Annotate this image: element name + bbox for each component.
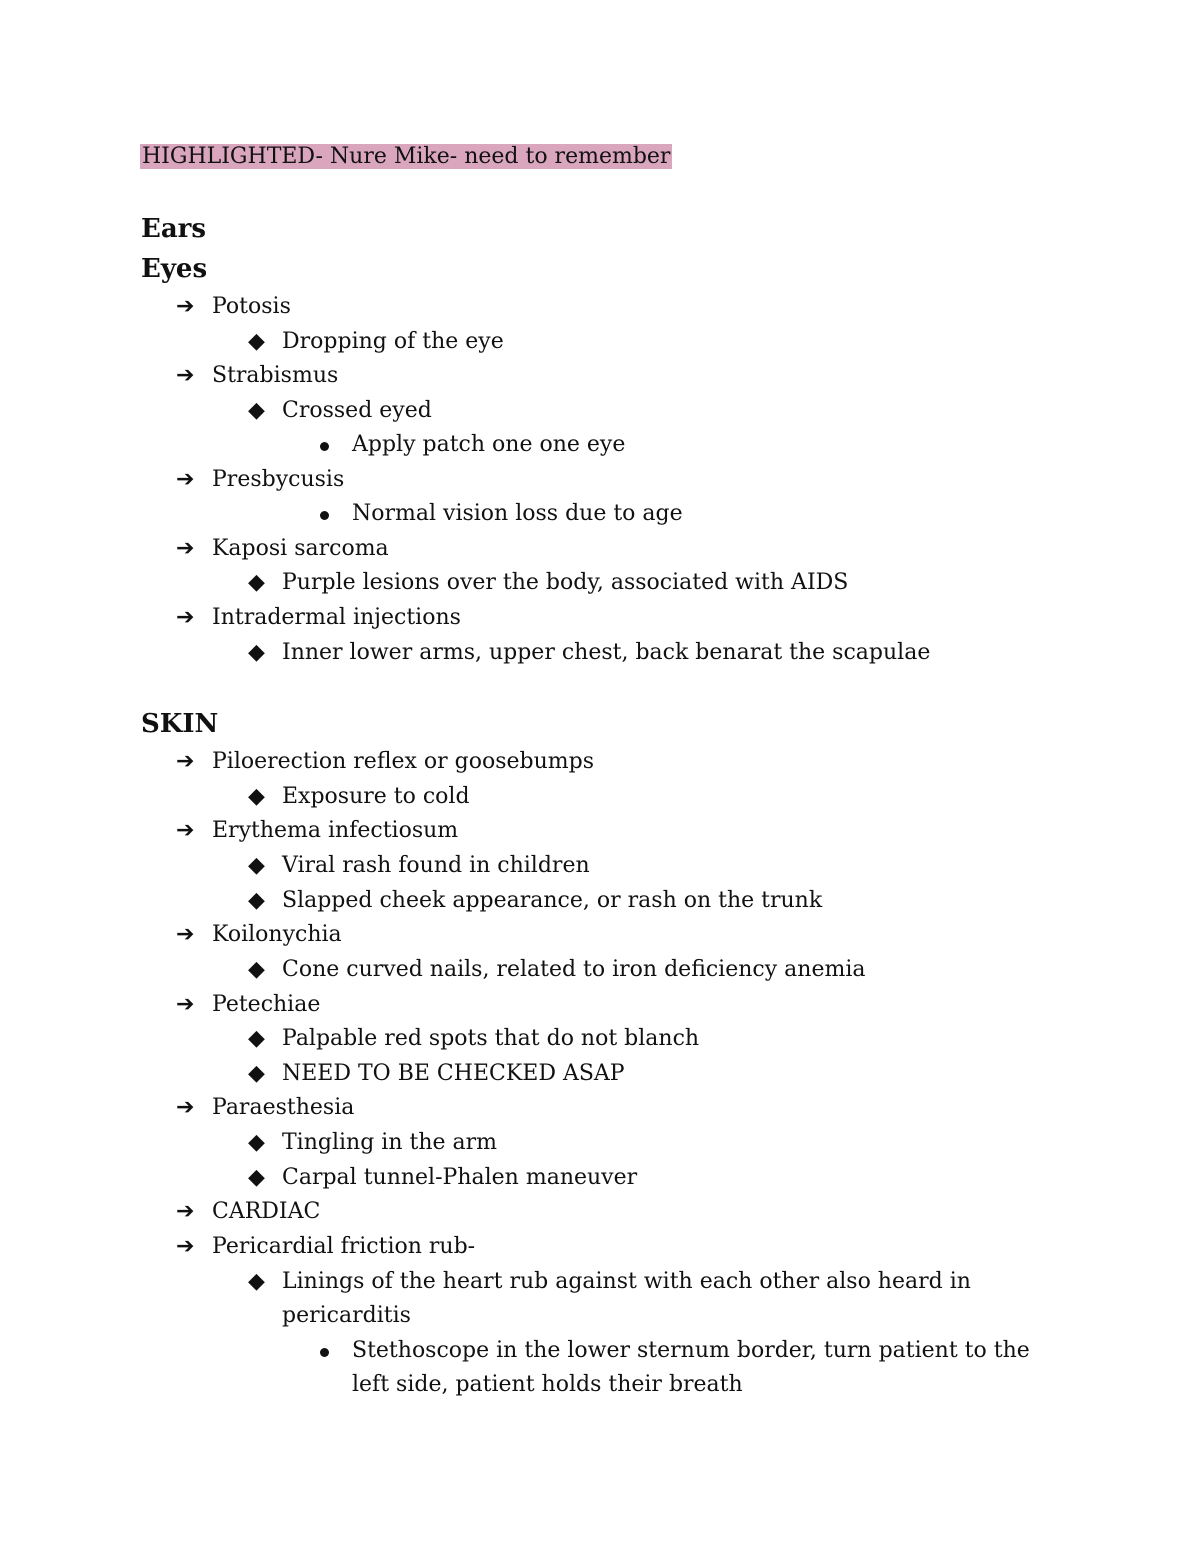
list-item-intradermal-desc: Inner lower arms, upper chest, back benarat the scapulae <box>282 640 931 665</box>
list-item-petechiae: Petechiae <box>212 992 321 1017</box>
list-item-piloerection: Piloerection reflex or goosebumps <box>212 749 595 774</box>
round-bullet-icon <box>320 511 329 520</box>
arrow-bullet-icon: ➔ <box>176 749 195 774</box>
list-item-koilonychia-desc: Cone curved nails, related to iron deficiency anemia <box>282 957 866 982</box>
diamond-bullet-icon: ◆ <box>248 957 265 982</box>
list-item-kaposi-desc: Purple lesions over the body, associated with AIDS <box>282 570 849 595</box>
list-item-intradermal: Intradermal injections <box>212 605 461 630</box>
diamond-bullet-icon: ◆ <box>248 570 265 595</box>
round-bullet-icon <box>320 1348 329 1357</box>
list-item-erythema-desc-2: Slapped cheek appearance, or rash on the trunk <box>282 888 823 913</box>
list-item-paraesthesia-desc-1: Tingling in the arm <box>282 1130 497 1155</box>
diamond-bullet-icon: ◆ <box>248 888 265 913</box>
round-bullet-icon <box>320 442 329 451</box>
arrow-bullet-icon: ➔ <box>176 922 195 947</box>
diamond-bullet-icon: ◆ <box>248 640 265 665</box>
list-item-pericardial-tip-line2: left side, patient holds their breath <box>352 1372 743 1397</box>
list-item-petechiae-desc-2: NEED TO BE CHECKED ASAP <box>282 1061 625 1086</box>
diamond-bullet-icon: ◆ <box>248 1026 265 1051</box>
heading-eyes: Eyes <box>141 254 208 284</box>
diamond-bullet-icon: ◆ <box>248 329 265 354</box>
list-item-pericardial-tip-line1: Stethoscope in the lower sternum border, turn patient to the <box>352 1338 1030 1363</box>
list-item-piloerection-desc: Exposure to cold <box>282 784 470 809</box>
diamond-bullet-icon: ◆ <box>248 1269 265 1294</box>
list-item-presbycusis-desc: Normal vision loss due to age <box>352 501 683 526</box>
list-item-koilonychia: Koilonychia <box>212 922 342 947</box>
highlighted-note-text: HIGHLIGHTED- Nure Mike- need to remember <box>142 144 671 169</box>
diamond-bullet-icon: ◆ <box>248 1061 265 1086</box>
list-item-erythema: Erythema infectiosum <box>212 818 459 843</box>
diamond-bullet-icon: ◆ <box>248 1165 265 1190</box>
heading-ears: Ears <box>141 214 206 244</box>
list-item-cardiac: CARDIAC <box>212 1199 321 1224</box>
arrow-bullet-icon: ➔ <box>176 992 195 1017</box>
arrow-bullet-icon: ➔ <box>176 1234 195 1259</box>
arrow-bullet-icon: ➔ <box>176 294 195 319</box>
list-item-kaposi: Kaposi sarcoma <box>212 536 389 561</box>
arrow-bullet-icon: ➔ <box>176 1095 195 1120</box>
diamond-bullet-icon: ◆ <box>248 1130 265 1155</box>
list-item-paraesthesia: Paraesthesia <box>212 1095 355 1120</box>
arrow-bullet-icon: ➔ <box>176 363 195 388</box>
arrow-bullet-icon: ➔ <box>176 818 195 843</box>
list-item-strabismus: Strabismus <box>212 363 339 388</box>
list-item-strabismus-desc: Crossed eyed <box>282 398 432 423</box>
list-item-pericardial: Pericardial friction rub- <box>212 1234 476 1259</box>
highlighted-note <box>140 142 672 172</box>
list-item-strabismus-tx: Apply patch one one eye <box>352 432 626 457</box>
list-item-erythema-desc-1: Viral rash found in children <box>282 853 590 878</box>
list-item-petechiae-desc-1: Palpable red spots that do not blanch <box>282 1026 700 1051</box>
diamond-bullet-icon: ◆ <box>248 398 265 423</box>
arrow-bullet-icon: ➔ <box>176 536 195 561</box>
list-item-pericardial-desc-line2: pericarditis <box>282 1303 411 1328</box>
arrow-bullet-icon: ➔ <box>176 467 195 492</box>
diamond-bullet-icon: ◆ <box>248 784 265 809</box>
heading-skin: SKIN <box>141 709 219 739</box>
diamond-bullet-icon: ◆ <box>248 853 265 878</box>
list-item-potosis-desc: Dropping of the eye <box>282 329 504 354</box>
list-item-pericardial-desc-line1: Linings of the heart rub against with each other also heard in <box>282 1269 971 1294</box>
list-item-presbycusis: Presbycusis <box>212 467 345 492</box>
list-item-potosis: Potosis <box>212 294 291 319</box>
list-item-paraesthesia-desc-2: Carpal tunnel-Phalen maneuver <box>282 1165 638 1190</box>
arrow-bullet-icon: ➔ <box>176 605 195 630</box>
arrow-bullet-icon: ➔ <box>176 1199 195 1224</box>
